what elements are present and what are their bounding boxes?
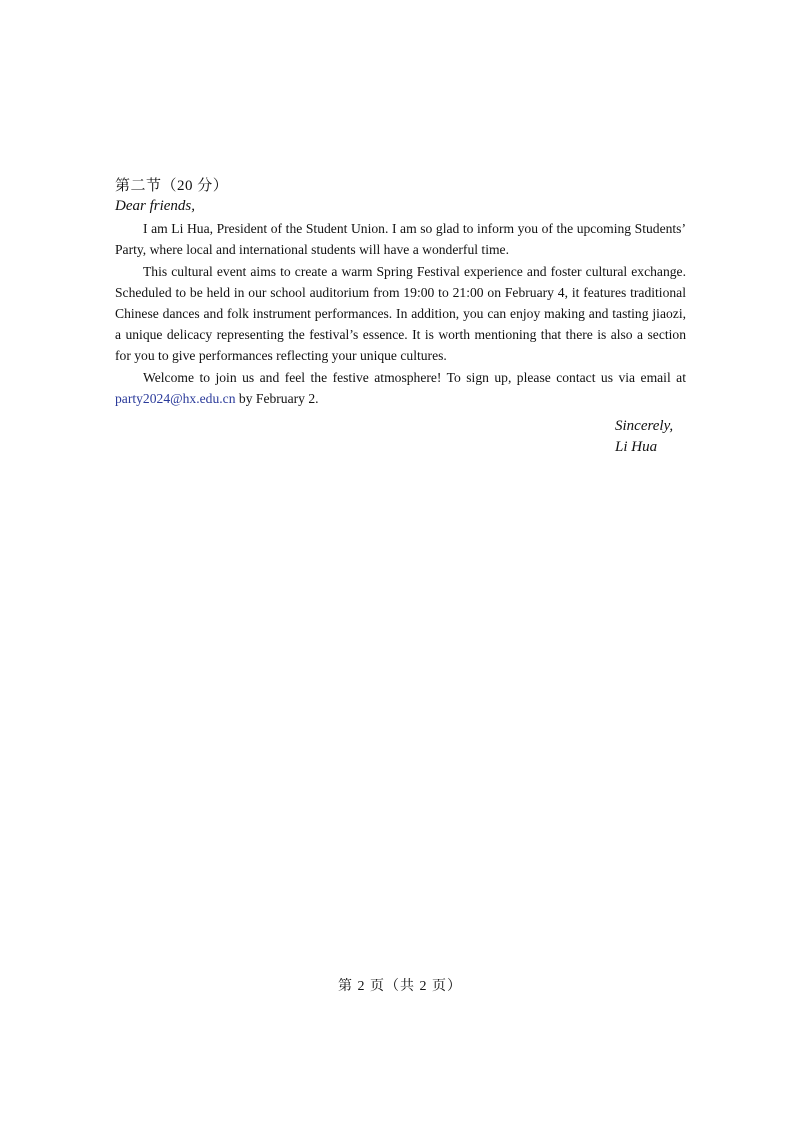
paragraph-event-details: This cultural event aims to create a warm Spring Festival experience and foster cultural exchange. Scheduled to be held in our school auditorium from 19:00 to 21:00 on February 4, it features traditional Chinese dances and folk instrument performances. In addition, you can enjoy making and tasting jiaozi, a unique delicacy representing the festival’s essence. It is worth mentioning that there is also a section for you to give performances reflecting your unique cultures.: [115, 264, 686, 363]
paragraph-sign-up: [115, 367, 686, 409]
letter-closing: [615, 416, 673, 458]
sign-up-text: Welcome to join us and feel the festive atmosphere! To sign up, please contact us via email at: [143, 370, 686, 385]
email-link[interactable]: party2024@hx.edu.cn: [115, 391, 236, 406]
letter-salutation: Dear friends,: [115, 198, 195, 214]
closing-phrase: Sincerely,: [615, 418, 674, 434]
paragraph-intro: I am Li Hua, President of the Student Union. I am so glad to inform you of the upcoming Students’ Party, where local and international students will have a wonderful time.: [115, 221, 686, 257]
sign-up-deadline: by February 2.: [235, 391, 319, 406]
signature: Li Hua: [615, 439, 658, 455]
letter-body: [115, 176, 686, 410]
section-title: 第二节（20 分）: [115, 178, 229, 194]
page-number: 第 2 页（共 2 页）: [338, 979, 462, 994]
